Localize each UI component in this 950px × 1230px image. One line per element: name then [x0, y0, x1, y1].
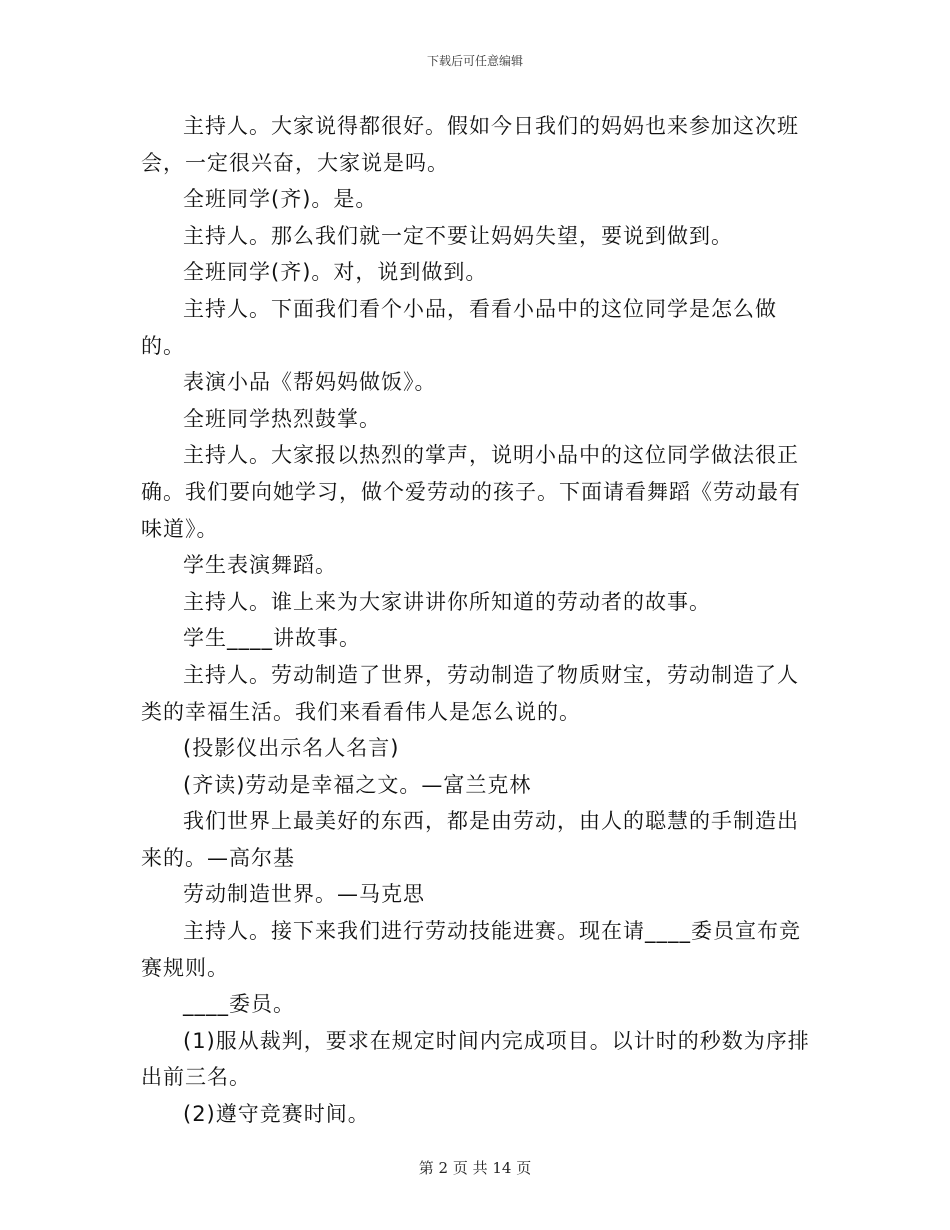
paragraph: 全班同学(齐)。对，说到做到。 [183, 260, 488, 285]
paragraph: (齐读)劳动是幸福之文。—富兰克林 [183, 772, 532, 797]
paragraph: 主持人。劳动制造了世界，劳动制造了物质财宝，劳动制造了人类的幸福生活。我们来看看伟人是怎么说的。 [141, 662, 799, 724]
paragraph: 学生表演舞蹈。 [183, 553, 337, 578]
paragraph: 表演小品《帮妈妈做饭》。 [183, 370, 437, 395]
paragraph: 主持人。大家说得都很好。假如今日我们的妈妈也来参加这次班会，一定很兴奋，大家说是吗。 [141, 114, 799, 175]
paragraph: 主持人。接下来我们进行劳动技能进赛。现在请____委员宣布竞赛规则。 [141, 919, 801, 980]
document-body [141, 108, 811, 1133]
paragraph: 学生____讲故事。 [183, 626, 361, 651]
paragraph: (投影仪出示名人名言) [183, 736, 400, 761]
paragraph: 主持人。那么我们就一定不要让妈妈失望，要说到做到。 [183, 223, 733, 248]
paragraph: 全班同学热烈鼓掌。 [183, 406, 381, 431]
paragraph: 主持人。下面我们看个小品，看看小品中的这位同学是怎么做的。 [141, 296, 777, 358]
page-header: 下载后可任意编辑 [426, 54, 523, 68]
paragraph: 全班同学(齐)。是。 [183, 187, 378, 212]
paragraph: ____委员。 [183, 992, 295, 1017]
paragraph: 我们世界上最美好的东西，都是由劳动，由人的聪慧的手制造出来的。—高尔基 [141, 809, 799, 870]
paragraph: 劳动制造世界。—马克思 [183, 882, 425, 907]
paragraph: (2)遵守竞赛时间。 [183, 1102, 370, 1127]
paragraph: (1)服从裁判，要求在规定时间内完成项目。以计时的秒数为序排出前三名。 [141, 1028, 810, 1090]
page-footer: 第 2 页 共 14 页 [418, 1159, 532, 1177]
paragraph: 主持人。大家报以热烈的掌声，说明小品中的这位同学做法很正确。我们要向她学习，做个爱劳动的孩子。下面请看舞蹈《劳动最有味道》。 [141, 443, 801, 541]
paragraph: 主持人。谁上来为大家讲讲你所知道的劳动者的故事。 [183, 589, 711, 614]
